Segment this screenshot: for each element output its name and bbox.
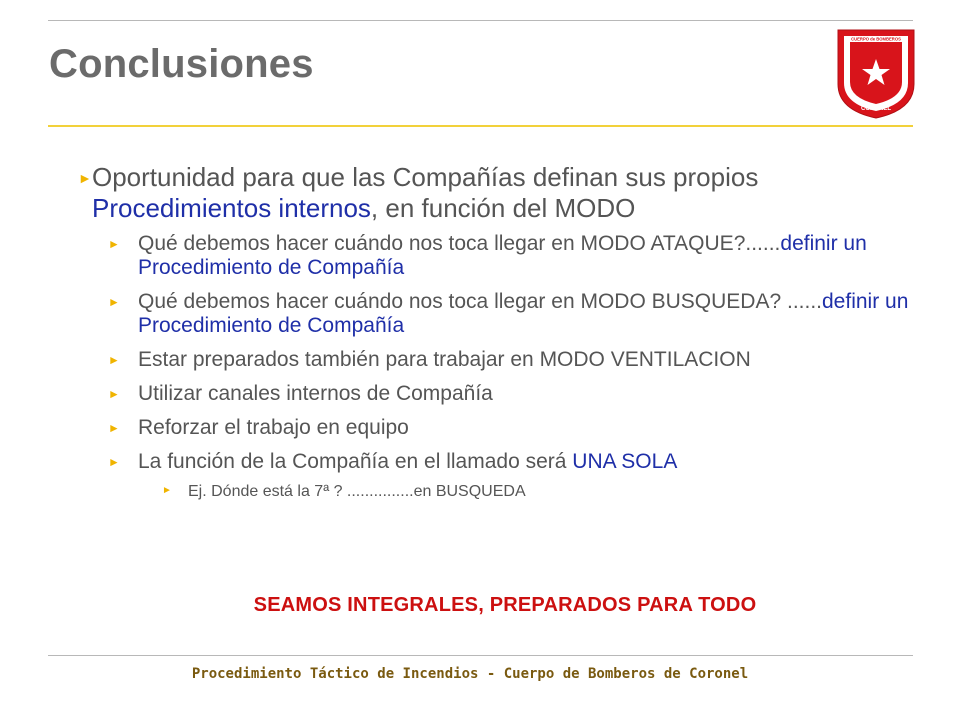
sub-bullet (108, 290, 918, 338)
bullet-arrow-icon: ► (108, 455, 120, 469)
bullet-arrow-icon: ► (108, 421, 120, 435)
bullet-arrow-icon: ► (108, 387, 120, 401)
sub-bullet (108, 348, 918, 372)
sub-sub-bullet-text: Ej. Dónde está la 7ª ? ...............en BUSQUEDA (188, 483, 526, 500)
logo-top-text: CUERPO de BOMBEROS (851, 36, 901, 42)
bullet-arrow-icon: ► (108, 295, 120, 309)
main-bullet-text-end: , en función del MODO (370, 193, 636, 223)
fire-department-shield-logo (834, 26, 918, 120)
sub-bullet-text: Estar preparados también para trabajar en MODO VENTILACION (138, 348, 751, 371)
main-bullet-text: Oportunidad para que las Compañías definan sus propios (92, 162, 759, 192)
sub-bullet (108, 232, 918, 280)
main-bullet (78, 162, 918, 224)
sub-bullet-highlight: definir un Procedimiento de Compañía (138, 290, 909, 337)
footer-text: Procedimiento Táctico de Incendios - Cuerpo de Bomberos de Coronel (191, 666, 749, 682)
bottom-divider (48, 655, 913, 656)
main-bullet-highlight: Procedimientos internos (92, 193, 371, 223)
bullet-arrow-icon: ► (108, 237, 120, 251)
logo-bottom-text: CORONEL (861, 106, 891, 112)
bullet-arrow-icon: ► (162, 485, 172, 496)
title-underline (48, 125, 913, 127)
bullet-list (78, 162, 918, 502)
sub-bullet-highlight: UNA SOLA (572, 450, 678, 473)
sub-bullet (108, 450, 918, 474)
sub-bullet-text: Qué debemos hacer cuándo nos toca llegar en MODO ATAQUE?...... (138, 232, 781, 255)
bullet-arrow-icon: ► (78, 170, 92, 186)
sub-bullet (108, 416, 918, 440)
sub-bullet-text: Reforzar el trabajo en equipo (138, 416, 409, 439)
top-divider (48, 20, 913, 21)
sub-bullet-text: La función de la Compañía en el llamado será (138, 450, 573, 473)
sub-sub-bullet (162, 482, 918, 502)
sub-bullet (108, 382, 918, 406)
bullet-arrow-icon: ► (108, 353, 120, 367)
slogan: SEAMOS INTEGRALES, PREPARADOS PARA TODO (253, 594, 757, 616)
slide-title: Conclusiones (49, 42, 314, 86)
sub-bullet-text: Qué debemos hacer cuándo nos toca llegar en MODO BUSQUEDA? ...... (138, 290, 822, 313)
sub-bullet-highlight: definir un Procedimiento de Compañía (138, 232, 867, 279)
sub-bullet-text: Utilizar canales internos de Compañía (138, 382, 493, 405)
